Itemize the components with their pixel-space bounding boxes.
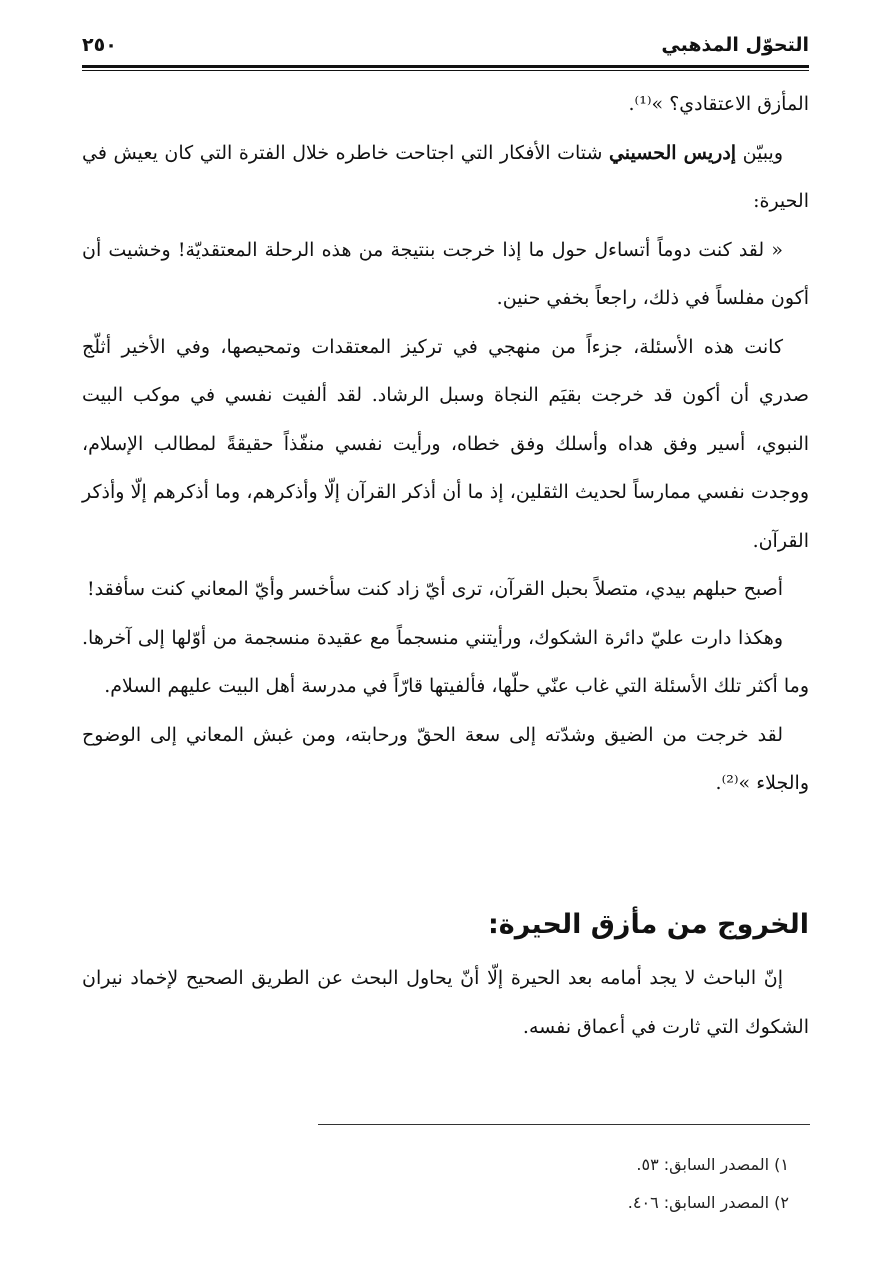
paragraph-2: [82, 129, 809, 226]
paragraph-3-quote-start: « لقد كنت دوماً أتساءل حول ما إذا خرجت بنتيجة من هذه الرحلة المعتقديّة! وخشيت أن أكون مفلساً في ذلك، راجعاً بخفي حنين.: [82, 238, 809, 309]
paragraph-1: المأزق الاعتقادي؟ »⁽¹⁾.: [628, 93, 809, 115]
footnotes: [82, 1146, 789, 1222]
section-body: [82, 954, 809, 1051]
running-title: التحوّل المذهبي: [661, 34, 809, 56]
paragraph-2-lead: ويبيّن: [736, 141, 783, 164]
page-header: [82, 26, 809, 62]
main-text: [82, 80, 809, 808]
header-rule-thick: [82, 65, 809, 68]
paragraph-6: وهكذا دارت عليّ دائرة الشكوك، ورأيتني منسجماً مع عقيدة منسجمة من أوّلها إلى آخرها. وما أكثر تلك الأسئلة التي غاب عنّي حلّها، فألفيتها قارّاً في مدرسة أهل البيت عليهم السلام.: [82, 626, 809, 697]
footnote-divider: [318, 1124, 810, 1125]
author-name: إدريس الحسيني: [608, 141, 737, 164]
header-rule-thin: [82, 70, 809, 71]
footnote-1: ١) المصدر السابق: ٥٣.: [636, 1155, 789, 1174]
section-paragraph: إنّ الباحث لا يجد أمامه بعد الحيرة إلّا أنّ يحاول البحث عن الطريق الصحيح لإخماد نيران الشكوك التي ثارت في أعماق نفسه.: [82, 967, 809, 1038]
paragraph-4: كانت هذه الأسئلة، جزءاً من منهجي في تركيز المعتقدات وتمحيصها، وفي الأخير أثلّج صدري أن أكون قد خرجت بقيَم النجاة وسبل الرشاد. لقد ألفيت نفسي في موكب البيت النبوي، أسير وفق هداه وأسلك وفق خطاه، ورأيت نفسي منفّذاً حقيقةً لمطالب الإسلام، ووجدت نفسي ممارساً لحديث الثقلين، إذ ما أن أذكر القرآن إلّا وأذكرهم، وما أذكرهم إلّا وأذكر القرآن.: [82, 335, 809, 552]
paragraph-7-quote-end: لقد خرجت من الضيق وشدّته إلى سعة الحقّ ورحابته، ومن غبش المعاني إلى الوضوح والجلاء »⁽²⁾.: [82, 723, 809, 794]
page-number: ٢٥٠: [82, 34, 117, 56]
paragraph-2-rest: شتات الأفكار التي اجتاحت خاطره خلال الفترة التي كان يعيش في الحيرة:: [82, 141, 809, 212]
section-heading: الخروج من مأزق الحيرة:: [487, 909, 809, 940]
paragraph-5: أصبح حبلهم بيدي، متصلاً بحبل القرآن، ترى أيّ زاد كنت سأخسر وأيّ المعاني كنت سأفقد!: [87, 578, 783, 600]
footnote-2: ٢) المصدر السابق: ٤٠٦.: [627, 1193, 789, 1212]
